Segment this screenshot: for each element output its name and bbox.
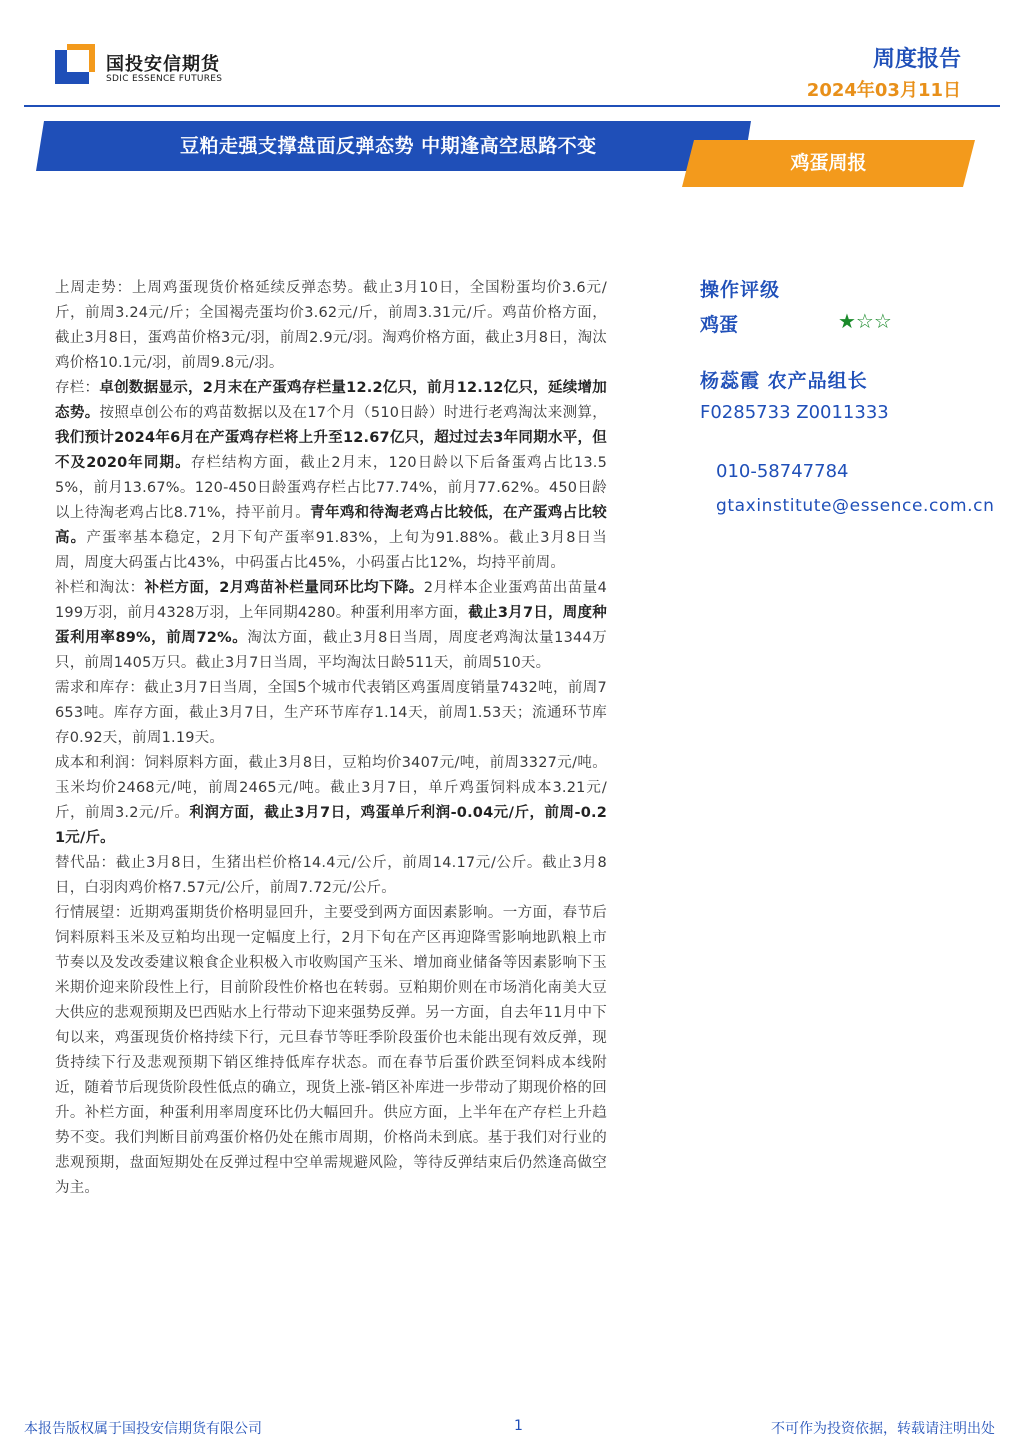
report-body xyxy=(55,276,607,1201)
header-divider xyxy=(24,105,1000,107)
logo-company-name: 国投安信期货 xyxy=(106,54,220,75)
page-number: 1 xyxy=(514,1418,523,1434)
rating-stars-icon: ★☆☆ xyxy=(838,309,892,333)
contact-phone: 010-58747784 xyxy=(716,461,849,482)
paragraph-weekly-trend: 上周走势：上周鸡蛋现货价格延续反弹态势。截止3月10日，全国粉蛋均价3.6元/斤，前周3.24元/斤；全国褐壳蛋均价3.62元/斤，前周3.31元/斤。鸡苗价格方面，截止3月8日，蛋鸡苗价格3元/羽，前周2.9元/羽。淘鸡价格方面，截止3月8日，淘汰鸡价格10.1元/羽，前周9.8元/羽。 xyxy=(55,280,607,371)
paragraph-restocking: 补栏和淘汰：补栏方面，2月鸡苗补栏量同环比均下降。2月样本企业蛋鸡苗出苗量4199万羽，前月4328万羽，上年同期4280。种蛋利用率方面，截止3月7日，周度种蛋利用率89%，前周72%。淘汰方面，截止3月8日当周，周度老鸡淘汰量1344万只，前周1405万只。截止3月7日当周，平均淘汰日龄511天，前周510天。 xyxy=(55,580,607,671)
report-type: 周度报告 xyxy=(872,47,961,72)
paragraph-demand: 需求和库存：截止3月7日当周，全国5个城市代表销区鸡蛋周度销量7432吨，前周7653吨。库存方面，截止3月7日，生产环节库存1.14天，前周1.53天；流通环节库存0.92天，前周1.19天。 xyxy=(55,680,607,746)
author-name: 杨蕊霞 农产品组长 xyxy=(700,370,868,392)
author-license: F0285733 Z0011333 xyxy=(700,402,889,423)
company-logo-icon xyxy=(55,44,95,84)
footer-copyright: 本报告版权属于国投安信期货有限公司 xyxy=(24,1421,262,1437)
logo-company-name-en: SDIC ESSENCE FUTURES xyxy=(106,74,223,84)
paragraph-inventory: 存栏：卓创数据显示，2月末在产蛋鸡存栏量12.2亿只，前月12.12亿只，延续增加态势。按照卓创公布的鸡苗数据以及在17个月（510日龄）时进行老鸡淘汰来测算，我们预计2024年6月在产蛋鸡存栏将上升至12.67亿只，超过过去3年同期水平，但不及2020年同期。存栏结构方面，截止2月末，120日龄以下后备蛋鸡占比13.55%，前月13.67%。120-450日龄蛋鸡存栏占比77.74%，前月77.62%。450日龄以上待淘老鸡占比8.71%，持平前月。青年鸡和待淘老鸡占比较低，在产蛋鸡占比较高。产蛋率基本稳定，2月下旬产蛋率91.83%，上旬为91.88%。截止3月8日当周，周度大码蛋占比43%，中码蛋占比45%，小码蛋占比12%，均持平前周。 xyxy=(55,380,608,571)
paragraph-substitutes: 替代品：截止3月8日，生猪出栏价格14.4元/公斤，前周14.17元/公斤。截止3月8日，白羽肉鸡价格7.57元/公斤，前周7.72元/公斤。 xyxy=(55,855,607,896)
report-category: 鸡蛋周报 xyxy=(790,152,867,174)
paragraph-outlook: 行情展望：近期鸡蛋期货价格明显回升，主要受到两方面因素影响。一方面，春节后饲料原料玉米及豆粕均出现一定幅度上行，2月下旬在产区再迎降雪影响地趴粮上市节奏以及发改委建议粮食企业积极入市收购国产玉米、增加商业储备等因素影响下玉米期价迎来阶段性上行，目前阶段性价格也在转弱。豆粕期价则在市场消化南美大豆大供应的悲观预期及巴西贴水上行带动下迎来强势反弹。另一方面，自去年11月中下旬以来，鸡蛋现货价格持续下行，元旦春节等旺季阶段蛋价也未能出现有效反弹，现货持续下行及悲观预期下销区维持低库存状态。而在春节后蛋价跌至饲料成本线附近，随着节后现货阶段性低点的确立，现货上涨-销区补库进一步带动了期现价格的回升。补栏方面，种蛋利用率周度环比仍大幅回升。供应方面，上半年在产存栏上升趋势不变。我们判断目前鸡蛋价格仍处在熊市周期，价格尚未到底。基于我们对行业的悲观预期，盘面短期处在反弹过程中空单需规避风险，等待反弹结束后仍然逢高做空为主。 xyxy=(55,905,607,1196)
paragraph-cost-profit: 成本和利润：饲料原料方面，截止3月8日，豆粕均价3407元/吨，前周3327元/吨。玉米均价2468元/吨，前周2465元/吨。截止3月7日，单斤鸡蛋饲料成本3.21元/斤，前周3.2元/斤。利润方面，截止3月7日，鸡蛋单斤利润-0.04元/斤，前周-0.21元/斤。 xyxy=(55,755,607,846)
report-date: 2024年03月11日 xyxy=(806,80,961,101)
contact-email[interactable]: gtaxinstitute@essence.com.cn xyxy=(716,496,995,516)
footer-disclaimer: 不可作为投资依据，转载请注明出处 xyxy=(771,1421,995,1437)
rating-product: 鸡蛋 xyxy=(700,314,739,336)
rating-heading: 操作评级 xyxy=(700,279,781,301)
report-title: 豆粕走强支撑盘面反弹态势 中期逢高空思路不变 xyxy=(180,135,597,157)
